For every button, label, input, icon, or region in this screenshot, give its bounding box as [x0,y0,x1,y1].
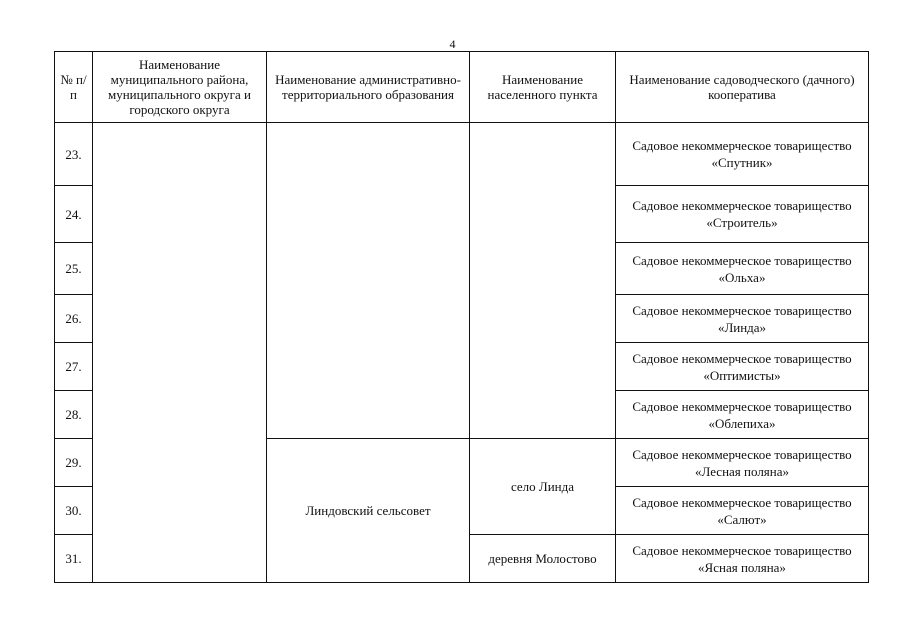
cooperative-name: Садовое некоммерческое товарищество «Лесная поляна» [616,439,869,487]
page-number: 4 [449,37,456,51]
settlement-linda-cell: село Линда [470,439,616,535]
row-number: 28. [55,391,93,439]
registry-table [54,51,869,583]
table-header-row [55,52,869,123]
row-number: 29. [55,439,93,487]
row-number: 31. [55,535,93,583]
cooperative-name: Садовое некоммерческое товарищество «Строитель» [616,186,869,243]
cooperative-name: Садовое некоммерческое товарищество «Ясная поляна» [616,535,869,583]
cooperative-name: Садовое некоммерческое товарищество «Ольха» [616,243,869,295]
cooperative-name: Садовое некоммерческое товарищество «Линда» [616,295,869,343]
row-number: 23. [55,123,93,186]
cooperative-name: Садовое некоммерческое товарищество «Спутник» [616,123,869,186]
cooperative-name: Садовое некоммерческое товарищество «Оптимисты» [616,343,869,391]
header-district: Наименование муниципального района, муниципального округа и городского округа [93,52,267,123]
row-number: 27. [55,343,93,391]
row-number: 24. [55,186,93,243]
row-number: 25. [55,243,93,295]
header-admin-unit: Наименование административно-территориального образования [267,52,470,123]
settlement-cell [470,123,616,439]
table-row [55,123,869,186]
district-cell [93,123,267,583]
settlement-molostovo-cell: деревня Молостово [470,535,616,583]
header-settlement: Наименование населенного пункта [470,52,616,123]
row-number: 30. [55,487,93,535]
admin-unit-cell [267,123,470,439]
admin-unit-lindovsky-cell: Линдовский сельсовет [267,439,470,583]
cooperative-name: Садовое некоммерческое товарищество «Облепиха» [616,391,869,439]
row-number: 26. [55,295,93,343]
header-number: № п/п [55,52,93,123]
cooperative-name: Садовое некоммерческое товарищество «Салют» [616,487,869,535]
header-cooperative: Наименование садоводческого (дачного) кооператива [616,52,869,123]
